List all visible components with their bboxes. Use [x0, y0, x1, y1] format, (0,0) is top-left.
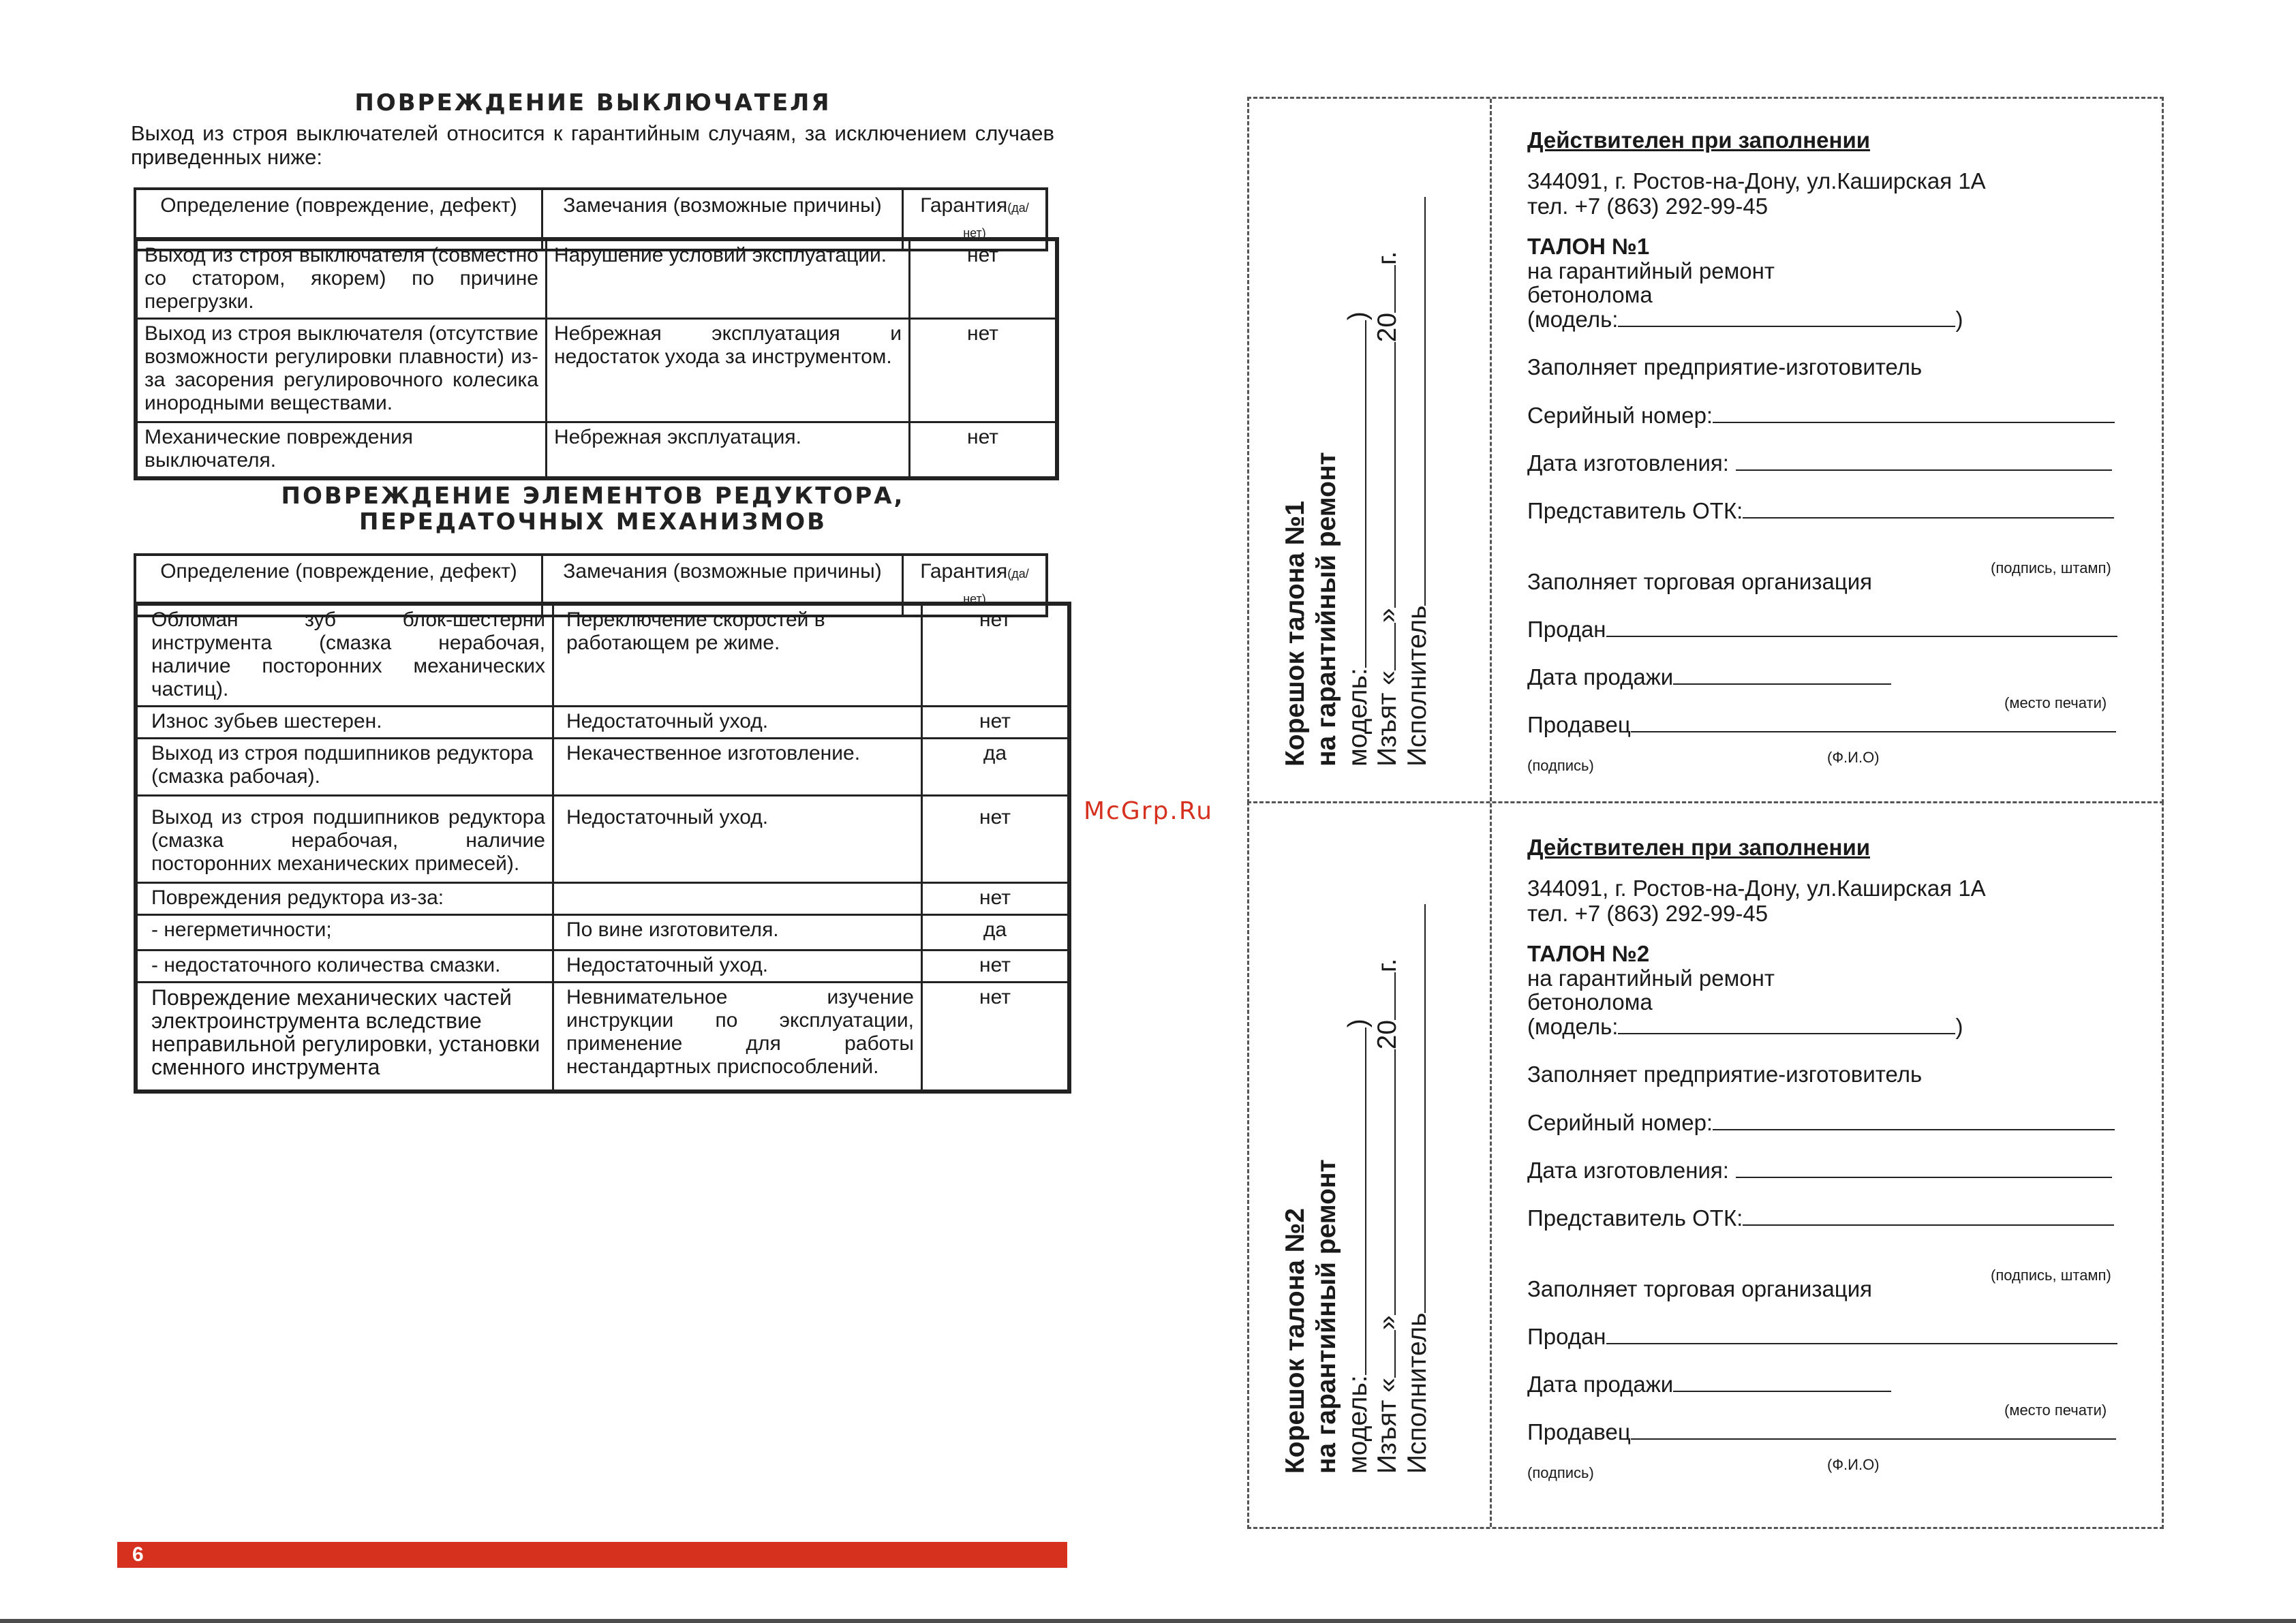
header-warranty-label: Гарантия: [920, 194, 1008, 217]
seal-place-hint: (место печати): [2004, 694, 2107, 711]
otk-line: [1527, 498, 2114, 523]
sold-line: [1527, 617, 2117, 642]
row-definition: Повреждения редуктора из-за:: [136, 883, 553, 915]
header-warranty-hint: (да/нет): [963, 567, 1029, 606]
section1-table: [134, 237, 1059, 480]
section1-intro: Выход из строя выключателей относится к гарантийным случаям, за исключением случаев приведенных ниже:: [131, 121, 1054, 169]
table-row: [136, 915, 1069, 950]
page-footer-bar: [117, 1542, 1067, 1568]
row-notes: Невнимательное изучение инструкции по эксплуатации, применение для работы нестандартных приспособлений.: [553, 983, 922, 1092]
table-row: [136, 950, 1069, 983]
model-line: [1527, 1014, 1963, 1039]
serial-blank[interactable]: [1713, 403, 2115, 423]
row-notes: Недостаточный уход.: [553, 707, 922, 739]
table-row: [136, 239, 1057, 319]
header-notes: Замечания (возможные причины): [542, 555, 903, 616]
sold-label: Продан: [1527, 1324, 1606, 1349]
seller-label: Продавец: [1527, 712, 1631, 737]
stub-subtitle-text: на гарантийный ремонт: [1312, 1159, 1341, 1474]
trade-fills: Заполняет торговая организация: [1527, 1276, 1873, 1301]
row-warranty: да: [922, 915, 1070, 950]
stub-day-blank[interactable]: [1373, 623, 1396, 670]
row-warranty: нет: [922, 796, 1070, 883]
maker-fills: Заполняет предприятие-изготовитель: [1527, 354, 1923, 380]
stub-subtitle: [1311, 452, 1343, 767]
stub-subtitle: [1311, 1159, 1343, 1474]
stub-model-blank[interactable]: [1343, 1027, 1366, 1375]
row-warranty: нет: [910, 319, 1058, 422]
row-warranty: нет: [910, 239, 1058, 319]
row-definition: Выход из строя подшипников редуктора (смазка нерабочая, наличие посторонних механических примесей).: [136, 796, 553, 883]
model-label: (модель:: [1527, 1014, 1619, 1039]
stub-g: г.: [1373, 958, 1402, 972]
stub-g: г.: [1373, 251, 1402, 265]
stub-exec-line: [1402, 904, 1433, 1474]
model-blank[interactable]: [1618, 307, 1955, 327]
sale-date-line: [1527, 1372, 1891, 1397]
row-notes: Недостаточный уход.: [553, 950, 922, 983]
watermark: McGrp.Ru: [1084, 797, 1214, 825]
row-notes: Небрежная эксплуатация и недостаток ухода за инструментом.: [547, 319, 910, 422]
left-page: [0, 0, 1090, 1623]
header-definition: Определение (повреждение, дефект): [135, 555, 542, 616]
sale-date-blank[interactable]: [1673, 1372, 1891, 1392]
address: 344091, г. Ростов-на-Дону, ул.Каширская 1А: [1527, 876, 1986, 901]
seller-blank[interactable]: [1631, 1419, 2116, 1440]
row-notes: Недостаточный уход.: [553, 796, 922, 883]
row-notes: Небрежная эксплуатация.: [547, 422, 910, 479]
sale-date-blank[interactable]: [1673, 664, 1891, 685]
made-date-line: [1527, 450, 2112, 476]
stub-model-label: модель:: [1343, 668, 1373, 767]
page-number: 6: [132, 1543, 144, 1566]
coupon-1: [1247, 97, 2164, 803]
otk-label: Представитель ОТК:: [1527, 1205, 1743, 1231]
sold-label: Продан: [1527, 617, 1606, 642]
valid-note: Действителен при заполнении: [1527, 835, 1871, 860]
row-definition: Износ зубьев шестерен.: [136, 707, 553, 739]
made-date-line: [1527, 1158, 2112, 1183]
stub-taken-line: [1372, 959, 1403, 1474]
stub-title-text: Корешок талона №2: [1281, 1208, 1310, 1474]
made-date-label: Дата изготовления:: [1527, 1158, 1729, 1183]
made-date-label: Дата изготовления:: [1527, 450, 1729, 476]
model-label: (модель:: [1527, 307, 1619, 332]
row-notes: [553, 883, 922, 915]
serial-label: Серийный номер:: [1527, 1110, 1713, 1135]
stub-paren: ): [1343, 1019, 1373, 1028]
row-notes: Некачественное изготовление.: [553, 739, 922, 796]
serial-line: [1527, 403, 2115, 428]
row-definition: Выход из строя выключателя (отсутствие возможности регулировки плавности) из-за засорения регулировочного колесика инородными веществами.: [136, 319, 547, 422]
stub-year: 20: [1373, 1019, 1402, 1050]
sale-date-label: Дата продажи: [1527, 1372, 1674, 1397]
row-notes: Переключение скоростей в работающем ре жиме.: [553, 604, 922, 707]
table-row: [136, 319, 1057, 422]
seller-label: Продавец: [1527, 1419, 1631, 1444]
stub-day-blank[interactable]: [1373, 1330, 1396, 1378]
stub-month-blank[interactable]: [1373, 1049, 1396, 1315]
section2-title-line1: ПОВРЕЖДЕНИЕ ЭЛЕМЕНТОВ РЕДУКТОРА,: [281, 482, 905, 510]
stub-title-text: Корешок талона №1: [1281, 501, 1310, 767]
table-row: [136, 422, 1057, 479]
stub-year-blank[interactable]: [1373, 972, 1396, 1020]
model-close: ): [1955, 1014, 1963, 1039]
stub-exec-blank[interactable]: [1403, 904, 1426, 1313]
address: 344091, г. Ростов-на-Дону, ул.Каширская 1А: [1527, 168, 1986, 194]
row-warranty: да: [922, 739, 1070, 796]
seller-line: [1527, 712, 2116, 737]
stub-year: 20: [1373, 312, 1402, 343]
seller-line: [1527, 1419, 2116, 1444]
fio-hint: (Ф.И.О): [1827, 1456, 1880, 1473]
stub-exec-label: Исполнитель: [1403, 1312, 1432, 1474]
trade-fills: Заполняет торговая организация: [1527, 569, 1873, 594]
stub-quote: »: [1373, 608, 1402, 623]
section1-title: ПОВРЕЖДЕНИЕ ВЫКЛЮЧАТЕЛЯ: [354, 89, 831, 117]
stub-subtitle-text: на гарантийный ремонт: [1312, 452, 1341, 767]
stub-taken-label: Изъят «: [1373, 670, 1402, 767]
otk-label: Представитель ОТК:: [1527, 498, 1743, 523]
stub-quote: »: [1373, 1315, 1402, 1331]
talon-title: ТАЛОН №1: [1527, 234, 1650, 259]
stub-exec-label: Исполнитель: [1403, 605, 1432, 767]
row-warranty: нет: [910, 422, 1058, 479]
table-row: [136, 604, 1069, 707]
table-row: [136, 983, 1069, 1092]
stub-model-label: модель:: [1343, 1375, 1373, 1474]
serial-blank[interactable]: [1713, 1110, 2115, 1130]
row-warranty: нет: [922, 883, 1070, 915]
otk-blank[interactable]: [1743, 1205, 2114, 1226]
otk-line: [1527, 1205, 2114, 1231]
row-notes: По вине изготовителя.: [553, 915, 922, 950]
row-definition: Повреждение механических частей электроинструмента вследствие неправильной регулировки, установки сменного инструмента: [136, 983, 553, 1092]
seal-place-hint: (место печати): [2004, 1402, 2107, 1419]
row-definition: Обломан зуб блок-шестерни инструмента (смазка нерабочая, наличие посторонних механических частиц).: [136, 604, 553, 707]
made-date-blank[interactable]: [1736, 1158, 2112, 1178]
stub-model-line: [1343, 1019, 1374, 1474]
otk-blank[interactable]: [1743, 498, 2114, 519]
section2-title-line2: ПЕРЕДАТОЧНЫХ МЕХАНИЗМОВ: [358, 508, 827, 536]
talon-purpose: на гарантийный ремонт: [1527, 258, 1775, 283]
row-definition: Выход из строя подшипников редуктора (смазка рабочая).: [136, 739, 553, 796]
header-warranty-label: Гарантия: [920, 560, 1008, 583]
made-date-blank[interactable]: [1736, 450, 2112, 471]
serial-line: [1527, 1110, 2115, 1135]
sign-hint: (подпись): [1527, 757, 1594, 774]
header-notes: Замечания (возможные причины): [542, 189, 903, 250]
table-row: [136, 883, 1069, 915]
stub-exec-blank[interactable]: [1403, 197, 1426, 606]
coupon-stub: [1249, 803, 1492, 1527]
row-warranty: нет: [922, 950, 1070, 983]
stub-title: [1280, 1208, 1311, 1474]
row-warranty: нет: [922, 983, 1070, 1092]
model-line: [1527, 307, 1963, 332]
row-notes: Нарушение условий эксплуатации.: [547, 239, 910, 319]
sold-line: [1527, 1324, 2117, 1349]
phone: тел. +7 (863) 292-99-45: [1527, 901, 1769, 926]
talon-purpose: на гарантийный ремонт: [1527, 965, 1775, 991]
table-row: [136, 796, 1069, 883]
stub-title: [1280, 501, 1311, 767]
valid-note: Действителен при заполнении: [1527, 127, 1871, 153]
sign-hint: (подпись): [1527, 1464, 1594, 1481]
stub-month-blank[interactable]: [1373, 342, 1396, 608]
stub-taken-label: Изъят «: [1373, 1378, 1402, 1474]
phone: тел. +7 (863) 292-99-45: [1527, 194, 1769, 219]
coupon-2: [1247, 801, 2164, 1529]
stub-model-line: [1343, 311, 1374, 767]
talon-title: ТАЛОН №2: [1527, 941, 1650, 966]
row-warranty: нет: [922, 707, 1070, 739]
header-warranty-hint: (да/нет): [963, 201, 1029, 240]
stub-exec-line: [1402, 197, 1433, 767]
table-row: [136, 707, 1069, 739]
header-definition: Определение (повреждение, дефект): [135, 189, 542, 250]
talon-product: бетонолома: [1527, 989, 1653, 1015]
sale-date-label: Дата продажи: [1527, 664, 1674, 690]
row-definition: Механические повреждения выключателя.: [136, 422, 547, 479]
section2-table: [134, 602, 1071, 1094]
stub-year-blank[interactable]: [1373, 265, 1396, 313]
talon-product: бетонолома: [1527, 282, 1653, 307]
stub-model-blank[interactable]: [1343, 320, 1366, 668]
model-close: ): [1955, 307, 1963, 332]
maker-fills: Заполняет предприятие-изготовитель: [1527, 1062, 1923, 1087]
seller-blank[interactable]: [1631, 712, 2116, 732]
row-definition: - негерметичности;: [136, 915, 553, 950]
serial-label: Серийный номер:: [1527, 403, 1713, 428]
row-definition: - недостаточного количества смазки.: [136, 950, 553, 983]
sold-blank[interactable]: [1606, 617, 2117, 637]
sold-blank[interactable]: [1606, 1324, 2117, 1344]
table-row: [136, 739, 1069, 796]
sale-date-line: [1527, 664, 1891, 690]
stub-taken-line: [1372, 251, 1403, 767]
coupon-stub: [1249, 99, 1492, 801]
row-definition: Выход из строя выключателя (совместно со статором, якорем) по причине перегрузки.: [136, 239, 547, 319]
sign-stamp-hint: (подпись, штамп): [1991, 1267, 2111, 1284]
sign-stamp-hint: (подпись, штамп): [1991, 559, 2111, 576]
model-blank[interactable]: [1618, 1014, 1955, 1034]
row-warranty: нет: [922, 604, 1070, 707]
stub-paren: ): [1343, 311, 1373, 321]
bottom-border: [0, 1619, 2296, 1623]
fio-hint: (Ф.И.О): [1827, 749, 1880, 766]
